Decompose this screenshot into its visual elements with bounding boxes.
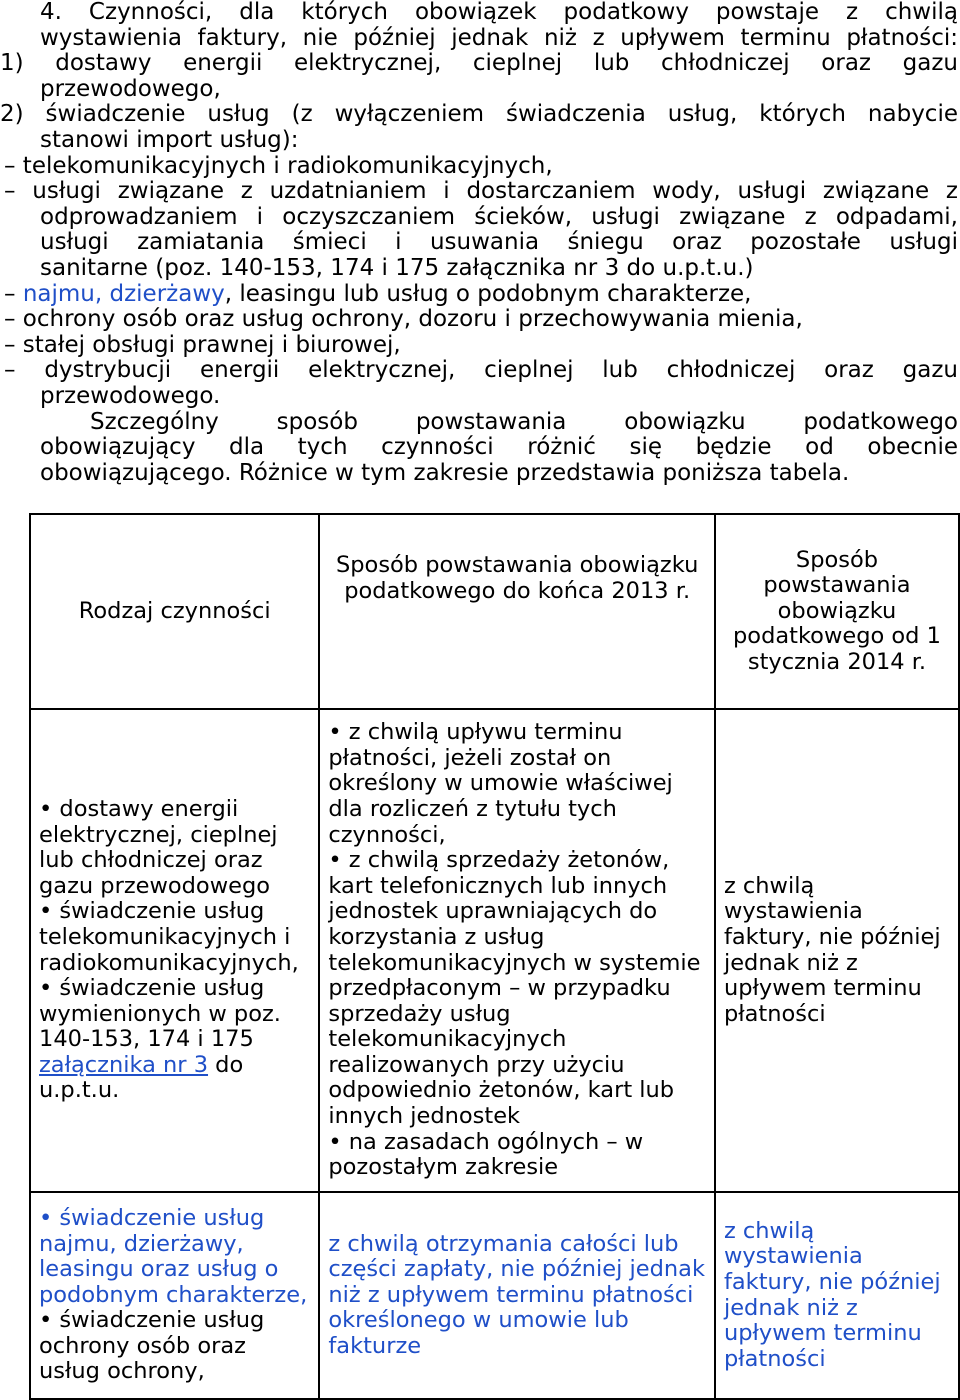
row1-until-2013-item: • z chwilą sprzedaży żetonów, kart telefonicznych lub innych jednostek uprawniających do korzystania z usług telekomunikacyjnych w systemie przedpłaconym – w przypadku sprzedaży usług telekomunikacyjnych realizowanych przy użyciu odpowiednio żetonów, kart lub innych jednostek [328, 847, 701, 1130]
intro-line: stanowi import usług): [40, 126, 299, 153]
row2-from-2014-text: z chwilą wystawienia faktury, nie później jednak niż z upływem terminu płatności [723, 1217, 941, 1372]
row1-until-2013-item: • na zasadach ogólnych – w pozostałym zakresie [328, 1128, 644, 1181]
intro-text [0, 0, 960, 486]
annex-3-link[interactable]: załącznika nr 3 [39, 1051, 209, 1078]
row2-until-2013-text: z chwilą otrzymania całości lub części zapłaty, nie później jednak niż z upływem terminu płatności określonego w umowie lub fakturze [328, 1230, 705, 1359]
lease-link[interactable]: najmu, dzierżawy [22, 280, 225, 307]
row1-from-2014-text: z chwilą wystawienia faktury, nie później jednak niż z upływem terminu płatności [723, 872, 941, 1027]
intro-line: – dystrybucji energii elektrycznej, cieplnej lub chłodniczej oraz gazu [4, 357, 958, 384]
row2-from-2014-cell [715, 1192, 959, 1399]
intro-line: 2) świadczenie usług (z wyłączeniem świadczenia usług, których nabycie [0, 101, 958, 128]
header-from-2014 [715, 514, 959, 709]
header-activity-type [30, 514, 319, 709]
header-until-2013 [319, 514, 715, 709]
row1-until-2013-item: • z chwilą upływu terminu płatności, jeżeli został on określony w umowie właściwej dla rozliczeń z tytułu tych czynności, [328, 719, 673, 848]
table-row [30, 709, 959, 1192]
row1-activity-item-3 [39, 976, 310, 1104]
row1-activity-item: • świadczenie usług telekomunikacyjnych i radiokomunikacyjnych, [39, 898, 299, 976]
intro-line: Szczególny sposób powstawania obowiązku podatkowego [90, 408, 958, 435]
row1-activity-item: • dostawy energii elektrycznej, cieplnej lub chłodniczej oraz gazu przewodowego [39, 795, 278, 899]
row1-activity-item-3-suffix: do u.p.t.u. [39, 1051, 244, 1104]
row2-activity-item: • świadczenie usług najmu, dzierżawy, leasingu oraz usług o podobnym charakterze, [39, 1204, 308, 1308]
intro-line: przewodowego, [40, 75, 221, 102]
intro-line: sanitarne (poz. 140-153, 174 i 175 załącznika nr 3 do u.p.t.u.) [40, 254, 754, 281]
intro-line: obowiązujący dla tych czynności różnić się będzie od obecnie [40, 434, 958, 461]
header-from-2014-label: Sposób powstawania obowiązku podatkowego od 1 stycznia 2014 r. [733, 546, 941, 675]
row1-until-2013-cell [319, 709, 715, 1192]
row1-activity-item-3-text: • świadczenie usług wymienionych w poz. 140-153, 174 i 175 [39, 975, 281, 1053]
intro-line: 4. Czynności, dla których obowiązek podatkowy powstaje z chwilą [40, 0, 958, 25]
intro-line: – stałej obsługi prawnej i biurowej, [4, 331, 401, 358]
comparison-table [29, 513, 960, 1400]
header-until-2013-label: Sposób powstawania obowiązku podatkowego do końca 2013 r. [335, 552, 699, 604]
row2-until-2013-cell [319, 1192, 715, 1399]
row1-from-2014-cell [715, 709, 959, 1192]
row2-activity-item: • świadczenie usług ochrony osób oraz usług ochrony, [39, 1307, 265, 1385]
intro-line: odprowadzaniem i oczyszczaniem ścieków, usługi związane z odpadami, [40, 203, 958, 230]
intro-line: przewodowego. [40, 382, 221, 409]
table-header-row [30, 514, 959, 709]
row2-activity-cell [30, 1192, 319, 1399]
intro-line: 1) dostawy energii elektrycznej, cieplnej lub chłodniczej oraz gazu [0, 50, 958, 77]
intro-line: – ochrony osób oraz usług ochrony, dozoru i przechowywania mienia, [4, 306, 803, 333]
intro-lease-rest: , leasingu lub usług o podobnym charakterze, [224, 280, 752, 307]
table-row [30, 1192, 959, 1399]
intro-line: – telekomunikacyjnych i radiokomunikacyjnych, [4, 152, 553, 179]
row1-activity-cell [30, 709, 319, 1192]
intro-line: wystawienia faktury, nie później jednak niż z upływem terminu płatności: [40, 24, 958, 51]
intro-dash: – [4, 280, 23, 307]
intro-line: obowiązującego. Różnice w tym zakresie przedstawia poniższa tabela. [40, 459, 850, 486]
header-activity-type-label: Rodzaj czynności [78, 597, 271, 624]
intro-line: – usługi związane z uzdatnianiem i dostarczaniem wody, usługi związane z [4, 178, 958, 205]
intro-line-lease [0, 282, 960, 308]
intro-line: usługi zamiatania śmieci i usuwania śniegu oraz pozostałe usługi [40, 229, 958, 256]
